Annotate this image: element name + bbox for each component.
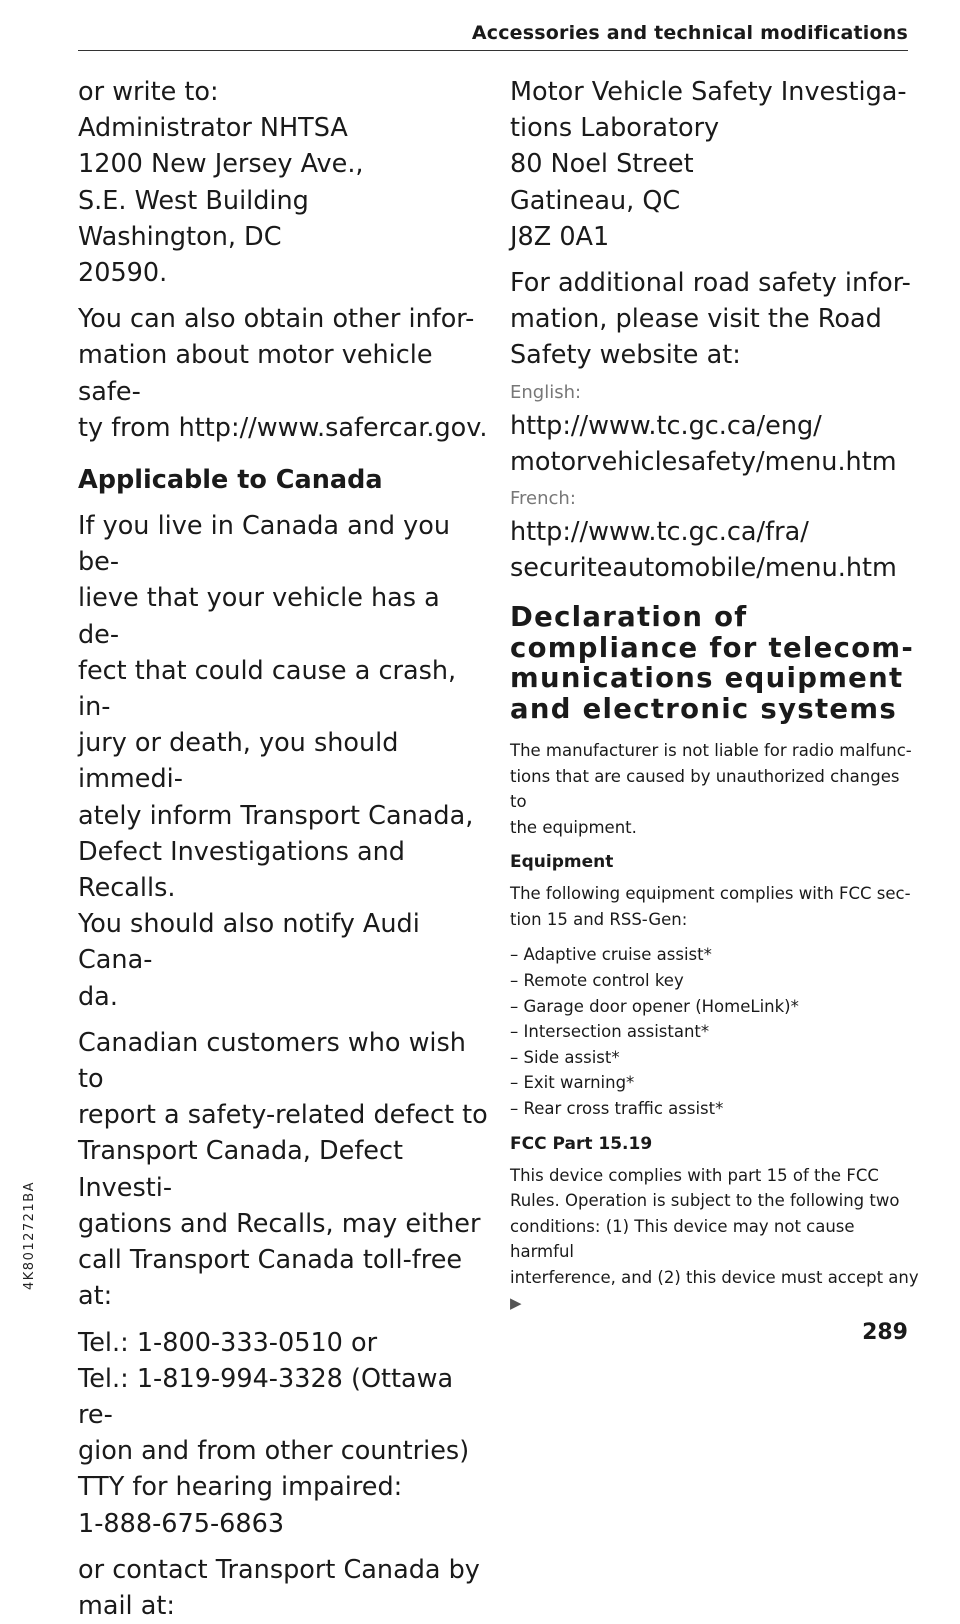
canada-line: You should also notify Audi Cana- [78, 909, 420, 976]
declaration-heading [510, 602, 920, 724]
equipment-list-item: – Remote control key [510, 971, 684, 991]
document-code: 4K8012721BA [22, 1180, 37, 1290]
lab-address-line: Gatineau, QC [510, 185, 681, 216]
english-url-line[interactable]: http://www.tc.gc.ca/eng/ [510, 410, 822, 441]
canada-line: ately inform Transport Canada, [78, 800, 474, 831]
equipment-list-item: – Intersection assistant* [510, 1022, 710, 1042]
equipment-list-item: – Garage door opener (HomeLink)* [510, 996, 799, 1016]
road-safety-line: For additional road safety infor- [510, 268, 911, 299]
equipment-intro-line: The following equipment complies with FCC sec- [510, 884, 911, 904]
canada-line: fect that could cause a crash, in- [78, 655, 457, 723]
address-line: Washington, DC [78, 221, 282, 252]
address-line: S.E. West Building [78, 185, 309, 216]
equipment-list-item: – Rear cross traffic assist* [510, 1099, 724, 1118]
address-line: Administrator NHTSA [78, 113, 348, 144]
manufacturer-line: tions that are caused by unauthorized changes to [510, 766, 900, 812]
canada-line: Defect Investigations and Recalls. [78, 836, 405, 904]
equipment-list-item: – Exit warning* [510, 1073, 635, 1093]
fcc-line: conditions: (1) This device may not cause harmful [510, 1216, 855, 1262]
phone-line: gion and from other countries) [78, 1436, 470, 1467]
fcc-line: This device complies with part 15 of the FCC [510, 1165, 879, 1185]
french-label: French: [510, 488, 576, 510]
address-line: 20590. [78, 258, 168, 289]
running-header: Accessories and technical modifications [471, 22, 908, 44]
english-url-line[interactable]: motorvehiclesafety/menu.htm [510, 446, 897, 477]
fcc-heading: FCC Part 15.19 [510, 1133, 653, 1154]
lab-address-line: Motor Vehicle Safety Investiga- [510, 77, 907, 107]
phone-line: Tel.: 1-800-333-0510 or [78, 1327, 378, 1358]
lab-address-line: tions Laboratory [510, 113, 720, 144]
declaration-heading-line: compliance for telecom- [510, 631, 915, 664]
equipment-list-item: – Adaptive cruise assist* [510, 945, 712, 965]
canada-heading: Applicable to Canada [78, 465, 383, 496]
customers-line: report a safety-related defect to [78, 1100, 488, 1131]
fcc-line: Rules. Operation is subject to the following two [510, 1191, 900, 1211]
left-column [78, 74, 488, 1624]
header-divider [78, 50, 908, 51]
declaration-heading-line: Declaration of [510, 601, 748, 634]
fcc-line [510, 1265, 920, 1317]
info-line: You can also obtain other infor- [78, 304, 475, 335]
declaration-heading-line: and electronic systems [510, 692, 897, 725]
road-safety-line: Safety website at: [510, 340, 741, 371]
canada-line: da. [78, 981, 118, 1012]
customers-line: call Transport Canada toll-free at: [78, 1245, 463, 1312]
mail-line: or contact Transport Canada by [78, 1554, 480, 1585]
canada-line: lieve that your vehicle has a de- [78, 583, 440, 650]
info-line: mation about motor vehicle safe- [78, 340, 433, 407]
lab-address-line: J8Z 0A1 [510, 221, 610, 252]
equipment-list-item: – Side assist* [510, 1047, 620, 1067]
manufacturer-line: The manufacturer is not liable for radio malfunc- [510, 741, 912, 761]
road-safety-line: mation, please visit the Road [510, 304, 882, 335]
fcc-line-text: interference, and (2) this device must accept any [510, 1267, 919, 1287]
customers-line: Transport Canada, Defect Investi- [78, 1136, 404, 1203]
phone-line: TTY for hearing impaired: [78, 1472, 403, 1503]
french-url-line[interactable]: http://www.tc.gc.ca/fra/ [510, 517, 809, 548]
continue-arrow-icon: ▶ [510, 1294, 522, 1313]
phone-line: 1-888-675-6863 [78, 1508, 285, 1539]
mail-line: mail at: [78, 1590, 175, 1621]
french-url-line[interactable]: securiteautomobile/menu.htm [510, 553, 897, 584]
manufacturer-line: the equipment. [510, 817, 637, 837]
customers-line: Canadian customers who wish to [78, 1027, 466, 1095]
english-label: English: [510, 381, 582, 403]
info-line: ty from http://www.safercar.gov. [78, 412, 488, 443]
right-column [510, 74, 920, 1317]
declaration-heading-line: munications equipment [510, 662, 904, 695]
canada-line: If you live in Canada and you be- [78, 511, 451, 578]
phone-line: Tel.: 1-819-994-3328 (Ottawa re- [78, 1363, 454, 1430]
equipment-list [510, 942, 920, 1121]
address-line: or write to: [78, 77, 219, 107]
page-number: 289 [862, 1320, 908, 1345]
canada-line: jury or death, you should immedi- [78, 728, 399, 795]
equipment-heading: Equipment [510, 852, 614, 873]
lab-address-line: 80 Noel Street [510, 149, 694, 180]
address-line: 1200 New Jersey Ave., [78, 149, 364, 180]
customers-line: gations and Recalls, may either [78, 1208, 481, 1239]
equipment-intro-line: tion 15 and RSS-Gen: [510, 909, 688, 929]
